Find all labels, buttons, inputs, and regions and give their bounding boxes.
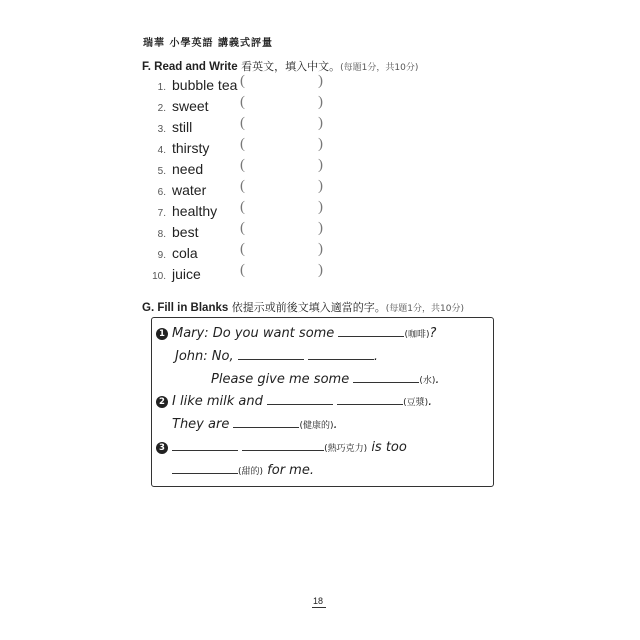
section-g-title-zh: 依提示或前後文填入適當的字。 <box>231 301 386 314</box>
answer-paren-close: ) <box>318 94 323 110</box>
answer-blank[interactable] <box>172 461 238 474</box>
answer-blank[interactable] <box>337 392 403 405</box>
vocab-word: still <box>172 119 193 135</box>
q2-line-2 <box>172 415 338 432</box>
answer-paren-open: ( <box>240 241 245 257</box>
q2-line2-end: . <box>333 417 338 432</box>
q1-marker: 1 <box>156 328 168 340</box>
vocab-word: water <box>172 182 207 198</box>
q3-line2-text: for me. <box>267 463 314 478</box>
answer-blank[interactable] <box>308 347 374 360</box>
q3-line1-hint: (熱巧克力) <box>324 444 368 454</box>
q1-line-1 <box>156 324 436 341</box>
answer-paren-open: ( <box>240 262 245 278</box>
answer-paren-close: ) <box>318 136 323 152</box>
answer-paren-open: ( <box>240 136 245 152</box>
section-f-title-zh: 看英文，填入中文。 <box>241 60 341 73</box>
vocab-number: 3. <box>157 124 166 135</box>
answer-paren-open: ( <box>240 115 245 131</box>
q2-line1-text: I like milk and <box>172 394 263 409</box>
answer-paren-open: ( <box>240 94 245 110</box>
vocab-item <box>148 159 237 180</box>
q1-line1-hint: (咖啡) <box>404 330 430 340</box>
q2-line1-end: . <box>428 394 433 409</box>
vocab-item <box>148 138 237 159</box>
page-header: 瑞華 小學英語 講義式評量 <box>143 38 273 49</box>
page-number-underline <box>312 607 326 608</box>
answer-blank[interactable] <box>353 370 419 383</box>
answer-blank[interactable] <box>267 392 333 405</box>
q2-line2-hint: (健康的) <box>299 421 334 431</box>
section-g-title <box>142 299 464 315</box>
vocab-word: best <box>172 224 199 240</box>
q3-marker: 3 <box>156 442 168 454</box>
vocab-number: 2. <box>157 103 166 114</box>
vocab-item <box>148 201 237 222</box>
answer-paren-close: ) <box>318 199 323 215</box>
answer-paren-open: ( <box>240 178 245 194</box>
vocab-number: 7. <box>157 208 166 219</box>
vocab-word: cola <box>172 245 198 261</box>
vocab-item <box>148 75 237 96</box>
answer-paren-open: ( <box>240 73 245 89</box>
answer-paren-close: ) <box>318 262 323 278</box>
q1-line-3 <box>211 370 440 387</box>
section-f-title <box>142 58 418 74</box>
q1-line3-hint: (水) <box>419 376 436 386</box>
vocab-item <box>148 243 237 264</box>
vocab-word: sweet <box>172 98 209 114</box>
vocab-word: thirsty <box>172 140 210 156</box>
vocab-word: need <box>172 161 204 177</box>
section-g-points: (每題1分，共10分) <box>385 304 464 314</box>
q1-line3-end: . <box>435 372 440 387</box>
vocab-item <box>148 222 237 243</box>
section-g-title-en: G. Fill in Blanks <box>142 302 229 314</box>
answer-paren-close: ) <box>318 241 323 257</box>
answer-paren-close: ) <box>318 115 323 131</box>
answer-paren-close: ) <box>318 73 323 89</box>
vocab-number: 10. <box>152 271 166 282</box>
q1-line2-text: John: No, <box>175 349 234 364</box>
vocab-word: healthy <box>172 203 218 219</box>
vocab-number: 6. <box>157 187 166 198</box>
q1-line3-text: Please give me some <box>211 372 350 387</box>
vocab-number: 4. <box>157 145 166 156</box>
answer-blank[interactable] <box>233 415 299 428</box>
q2-line2-text: They are <box>172 417 230 432</box>
answer-blank[interactable] <box>338 324 404 337</box>
answer-paren-open: ( <box>240 157 245 173</box>
answer-blank[interactable] <box>238 347 304 360</box>
vocab-number: 5. <box>157 166 166 177</box>
answer-blank[interactable] <box>242 438 324 451</box>
answer-paren-close: ) <box>318 220 323 236</box>
q1-line-2 <box>175 347 378 364</box>
page-number: 18 <box>313 596 324 606</box>
q2-marker: 2 <box>156 396 168 408</box>
q1-line1-text: Mary: Do you want some <box>172 326 335 341</box>
q3-line2-hint: (甜的) <box>238 467 264 477</box>
q3-line1-text: is too <box>371 440 407 455</box>
q1-line1-end: ? <box>429 326 437 341</box>
vocab-item <box>148 264 237 285</box>
vocab-item <box>148 117 237 138</box>
answer-paren-open: ( <box>240 199 245 215</box>
vocab-item <box>148 180 237 201</box>
q3-line-1 <box>156 438 407 455</box>
answer-blank[interactable] <box>172 438 238 451</box>
vocab-word: juice <box>172 266 201 282</box>
section-f-title-en: F. Read and Write <box>142 61 238 73</box>
vocab-number: 1. <box>157 82 166 93</box>
q1-line2-end: . <box>373 349 379 364</box>
answer-paren-close: ) <box>318 157 323 173</box>
answer-paren-close: ) <box>318 178 323 194</box>
q2-line-1 <box>156 392 432 409</box>
q2-line1-hint: (豆漿) <box>403 398 429 408</box>
q3-line-2 <box>172 461 314 478</box>
vocab-number: 8. <box>157 229 166 240</box>
answer-paren-open: ( <box>240 220 245 236</box>
vocab-word: bubble tea <box>172 77 238 93</box>
section-f-points: (每題1分，共10分) <box>340 63 419 73</box>
vocab-list <box>148 75 237 285</box>
vocab-number: 9. <box>157 250 166 261</box>
vocab-item <box>148 96 237 117</box>
